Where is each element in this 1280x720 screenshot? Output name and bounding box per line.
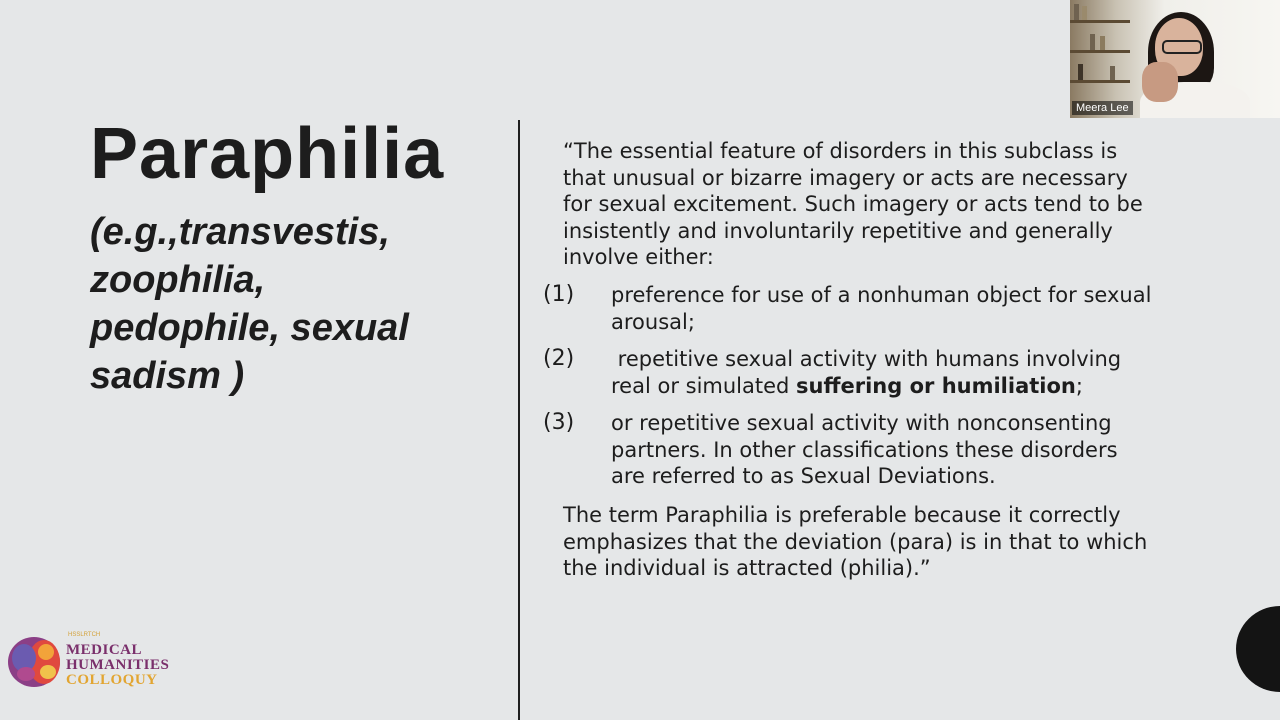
emphasis-text: suffering or humiliation xyxy=(796,373,1076,398)
book xyxy=(1100,36,1105,50)
list-item-line: are referred to as Sexual Deviations. xyxy=(611,464,996,488)
subtitle-line: sadism ) xyxy=(90,355,245,397)
quote-line: that unusual or bizarre imagery or acts are necessary xyxy=(563,165,1128,190)
list-item xyxy=(543,410,1223,490)
list-item xyxy=(543,346,1223,399)
slide-title: Paraphilia xyxy=(90,114,445,194)
closing-line: the individual is attracted (philia).” xyxy=(563,556,931,580)
quote-closing xyxy=(563,502,1243,582)
list-item-line: arousal; xyxy=(611,309,695,334)
list-item-line: partners. In other classifications these disorders xyxy=(611,437,1118,462)
brain-logo-icon xyxy=(4,632,64,690)
participant-hand xyxy=(1142,62,1178,102)
logo-small-text: HSSLRTCH xyxy=(68,632,101,638)
list-item-line: repetitive sexual activity with humans involving xyxy=(611,347,1122,371)
quote-line: insistently and involuntarily repetitive and generally xyxy=(563,218,1113,243)
glasses xyxy=(1162,40,1202,54)
book xyxy=(1082,6,1087,20)
list-item-line xyxy=(611,373,1223,400)
list-item xyxy=(543,282,1223,335)
list-item-line: preference for use of a nonhuman object for sexual xyxy=(611,283,1152,307)
quote-line: “The essential feature of disorders in this subclass is xyxy=(563,139,1118,163)
logo-line: HUMANITIES xyxy=(66,657,170,673)
colloquy-logo xyxy=(4,630,184,692)
list-number: (2) xyxy=(543,346,575,371)
list-item-text: real or simulated xyxy=(611,373,797,398)
list-number: (1) xyxy=(543,282,575,307)
subtitle-line: (e.g.,transvestis, xyxy=(90,211,390,253)
bookshelf xyxy=(1070,80,1130,83)
subtitle-line: zoophilia, xyxy=(90,259,266,301)
list-item-text: ; xyxy=(1075,373,1083,398)
bookshelf xyxy=(1070,50,1130,53)
book xyxy=(1074,4,1079,20)
book xyxy=(1078,64,1083,80)
bookshelf xyxy=(1070,20,1130,23)
quote-line: involve either: xyxy=(563,245,714,269)
list-number: (3) xyxy=(543,410,575,435)
logo-line: COLLOQUY xyxy=(66,672,158,688)
numbered-list xyxy=(543,282,1223,501)
logo-line: MEDICAL xyxy=(66,642,143,658)
slide-subtitle xyxy=(90,208,490,400)
list-item-line: or repetitive sexual activity with nonconsenting xyxy=(611,411,1112,435)
vertical-divider xyxy=(518,120,520,720)
book xyxy=(1110,66,1115,80)
subtitle-line: pedophile, sexual xyxy=(90,307,409,349)
quote-intro xyxy=(563,138,1203,271)
book xyxy=(1090,34,1095,50)
participant-name-label: Meera Lee xyxy=(1072,101,1133,115)
participant-video-tile[interactable] xyxy=(1070,0,1280,118)
closing-line: The term Paraphilia is preferable because it correctly xyxy=(563,503,1121,527)
quote-line: for sexual excitement. Such imagery or acts tend to be xyxy=(563,192,1143,216)
closing-line: emphasizes that the deviation (para) is in that to which xyxy=(563,529,1148,554)
